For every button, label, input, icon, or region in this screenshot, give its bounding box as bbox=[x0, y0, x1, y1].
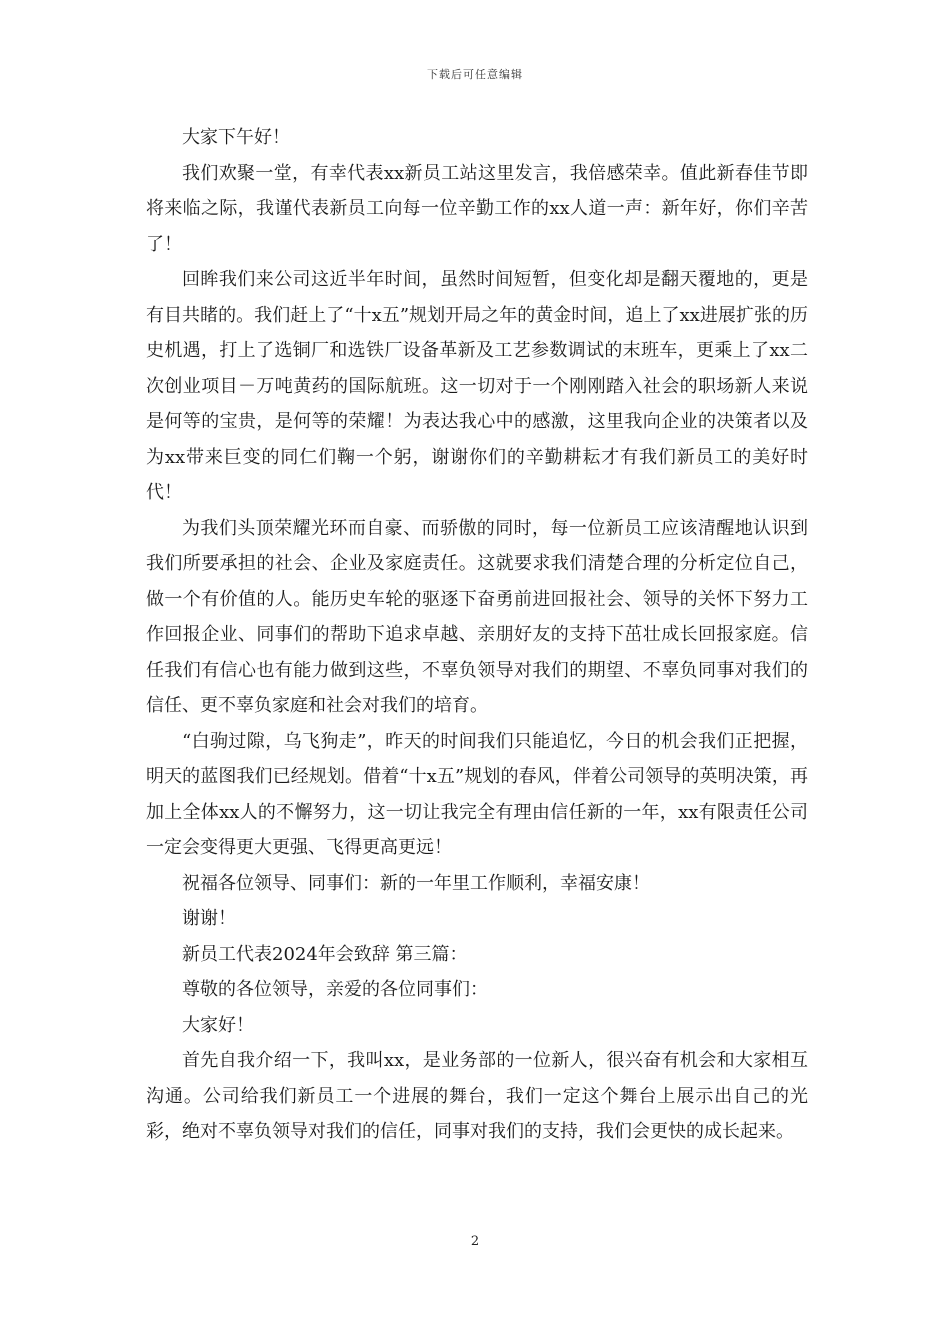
paragraph-review: 回眸我们来公司这近半年时间，虽然时间短暂，但变化却是翻天覆地的，更是有目共睹的。我们赶上了“十x五”规划开局之年的黄金时间，追上了xx进展扩张的历史机遇，打上了选铜厂和选铁厂设备革新及工艺参数调试的末班车，更乘上了xx二次创业项目－万吨黄药的国际航班。这一切对于一个刚刚踏入社会的职场新人来说是何等的宝贵，是何等的荣耀！为表达我心中的感激，这里我向企业的决策者以及为xx带来巨变的同仁们鞠一个躬，谢谢你们的辛勤耕耘才有我们新员工的美好时代！ bbox=[146, 269, 808, 503]
paragraph-introduction: 首先自我介绍一下，我叫xx，是业务部的一位新人，很兴奋有机会和大家相互沟通。公司给我们新员工一个进展的舞台，我们一定这个舞台上展示出自己的光彩，绝对不辜负领导对我们的信任，同事对我们的支持，我们会更快的成长起来。 bbox=[146, 1050, 808, 1142]
paragraph-responsibility: 为我们头顶荣耀光环而自豪、而骄傲的同时，每一位新员工应该清醒地认识到我们所要承担的社会、企业及家庭责任。这就要求我们清楚合理的分析定位自己，做一个有价值的人。能历史车轮的驱逐下奋勇前进回报社会、领导的关怀下努力工作回报企业、同事们的帮助下追求卓越、亲朋好友的支持下茁壮成长回报家庭。信任我们有信心也有能力做到这些，不辜负领导对我们的期望、不辜负同事对我们的信任、更不辜负家庭和社会对我们的培育。 bbox=[146, 517, 808, 716]
paragraph-section-title: 新员工代表2024年会致辞 第三篇： bbox=[182, 943, 468, 965]
paragraph-hello: 大家好！ bbox=[182, 1014, 254, 1036]
paragraph-outlook: “白驹过隙，乌飞狗走”，昨天的时间我们只能追忆，今日的机会我们正把握，明天的蓝图我们已经规划。借着“十x五”规划的春风，伴着公司领导的英明决策，再加上全体xx人的不懈努力，这一切让我完全有理由信任新的一年，xx有限责任公司一定会变得更大更强、飞得更高更远！ bbox=[146, 730, 808, 858]
document-body bbox=[146, 120, 808, 1150]
page-header: 下载后可任意编辑 bbox=[427, 68, 523, 81]
paragraph-opening: 我们欢聚一堂，有幸代表xx新员工站这里发言，我倍感荣幸。值此新春佳节即将来临之际，我谨代表新员工向每一位辛勤工作的xx人道一声：新年好，你们辛苦了！ bbox=[146, 162, 808, 255]
paragraph-thanks: 谢谢！ bbox=[182, 908, 236, 929]
paragraph-greeting: 大家下午好！ bbox=[182, 127, 290, 148]
paragraph-salutation: 尊敬的各位领导，亲爱的各位同事们： bbox=[182, 979, 488, 1000]
paragraph-blessing: 祝福各位领导、同事们：新的一年里工作顺利，幸福安康！ bbox=[182, 872, 650, 894]
page-number: 2 bbox=[470, 1234, 480, 1249]
